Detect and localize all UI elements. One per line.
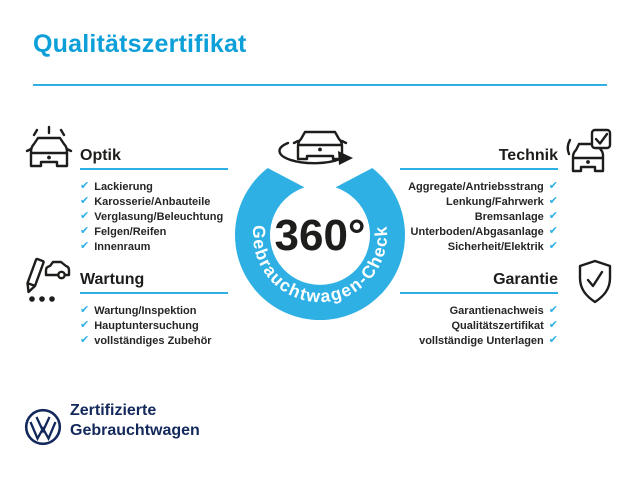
section-divider-optik (80, 168, 228, 170)
checklist-garantie (419, 303, 558, 348)
checklist-item: ✔ vollständige Unterlagen (419, 334, 558, 347)
section-title-technik: Technik (498, 147, 558, 164)
checklist-item: ✔ Lackierung (80, 180, 153, 193)
check-icon: ✔ (548, 195, 558, 207)
pen-checklist-car-icon (22, 254, 74, 306)
section-title-wartung: Wartung (80, 271, 145, 288)
ring-label-text: Gebrauchtwagen-Check (248, 224, 392, 307)
check-icon: ✔ (80, 334, 90, 346)
checklist-item: ✔ Garantienachweis (449, 304, 558, 317)
check-icon: ✔ (80, 319, 90, 331)
checklist-optik (80, 179, 223, 254)
checklist-technik (408, 179, 558, 254)
checklist-item: ✔ Aggregate/Antriebsstrang (408, 180, 558, 193)
checklist-item: ✔ Unterboden/Abgasanlage (410, 225, 558, 238)
section-divider-technik (400, 168, 558, 170)
car-checkbox-icon (562, 127, 614, 175)
brand-claim-line2: Gebrauchtwagen (70, 421, 200, 439)
check-icon: ✔ (548, 225, 558, 237)
checklist-item: ✔ Hauptuntersuchung (80, 319, 199, 332)
check-icon: ✔ (80, 225, 90, 237)
checklist-item: ✔ Sicherheit/Elektrik (447, 240, 558, 253)
vw-logo (23, 407, 63, 447)
checklist-wartung (80, 303, 212, 348)
section-divider-garantie (400, 292, 558, 294)
check-icon: ✔ (80, 240, 90, 252)
check-icon: ✔ (80, 180, 90, 192)
check-icon: ✔ (80, 195, 90, 207)
check-icon: ✔ (548, 334, 558, 346)
section-title-optik: Optik (80, 147, 121, 164)
brand-claim-line1: Zertifizierte (70, 402, 157, 419)
car-rotate-360-icon (279, 132, 353, 165)
check-icon: ✔ (548, 210, 558, 222)
checklist-item: ✔ Lenkung/Fahrwerk (445, 195, 558, 208)
car-shine-icon (24, 124, 74, 174)
checklist-item: ✔ vollständiges Zubehör (80, 334, 212, 347)
checklist-item: ✔ Felgen/Reifen (80, 225, 167, 238)
check-icon: ✔ (80, 304, 90, 316)
checklist-item: ✔ Innenraum (80, 240, 151, 253)
check-icon: ✔ (548, 319, 558, 331)
checklist-item: ✔ Karosserie/Anbauteile (80, 195, 211, 208)
check-icon: ✔ (548, 180, 558, 192)
section-divider-wartung (80, 292, 228, 294)
checklist-item: ✔ Bremsanlage (474, 210, 558, 223)
section-title-garantie: Garantie (493, 271, 558, 288)
ring-360-check (225, 120, 415, 330)
checklist-item: ✔ Qualitätszertifikat (451, 319, 558, 332)
checklist-item: ✔ Verglasung/Beleuchtung (80, 210, 224, 223)
shield-check-icon (574, 258, 616, 306)
check-icon: ✔ (548, 240, 558, 252)
brand-claim (70, 401, 200, 440)
check-icon: ✔ (548, 304, 558, 316)
check-icon: ✔ (80, 210, 90, 222)
page-title: Qualitätszertifikat (33, 30, 247, 58)
checklist-item: ✔ Wartung/Inspektion (80, 304, 197, 317)
title-divider (33, 84, 607, 86)
degree-label: 360° (274, 211, 366, 260)
